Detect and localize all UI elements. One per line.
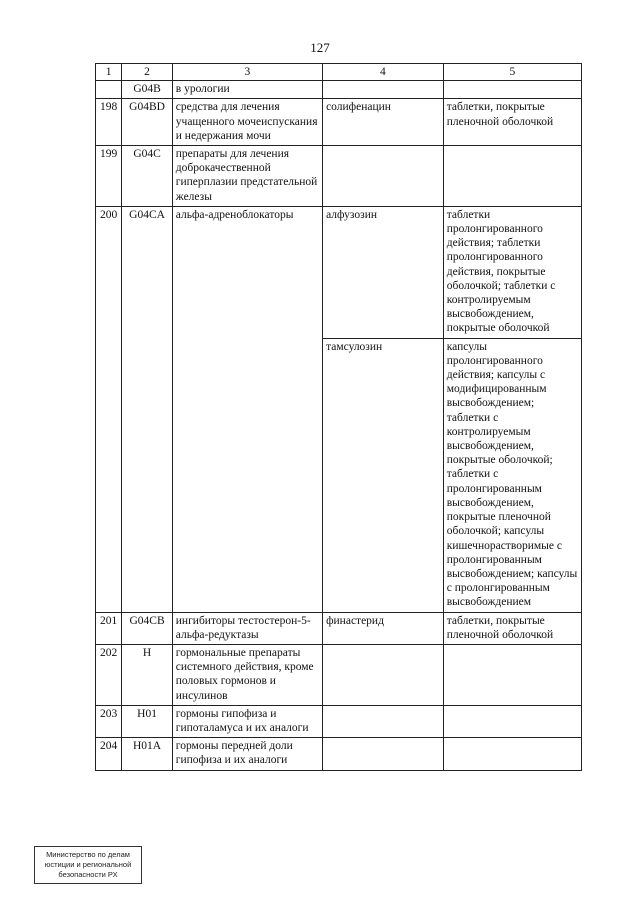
- column-number-2: 2: [122, 64, 172, 81]
- group-name: ингибиторы тестостерон-5-альфа-редуктазы: [172, 612, 322, 644]
- header-row: [96, 64, 582, 81]
- dosage-form: таблетки, покрытые пленочной оболочкой: [443, 612, 581, 644]
- group-name: препараты для лечения доброкачественной гиперплазии предстательной железы: [172, 146, 322, 207]
- substance-name: алфузозин: [323, 206, 444, 338]
- table-row: [96, 738, 582, 770]
- group-name: альфа-адреноблокаторы: [172, 206, 322, 338]
- row-number: [96, 81, 122, 99]
- group-name: гормоны гипофиза и гипоталамуса и их аналоги: [172, 705, 322, 737]
- atc-code: G04B: [122, 81, 172, 99]
- dosage-form: таблетки, покрытые пленочной оболочкой: [443, 99, 581, 146]
- page-number: 127: [310, 40, 330, 55]
- substance-name: солифенацин: [323, 99, 444, 146]
- atc-code: H01A: [122, 738, 172, 770]
- table-row: [96, 81, 582, 99]
- row-number: 201: [96, 612, 122, 644]
- medicine-list-table: [95, 63, 582, 771]
- row-number: [96, 338, 122, 612]
- table-row: [96, 99, 582, 146]
- substance-name: финастерид: [323, 612, 444, 644]
- column-number-3: 3: [172, 64, 322, 81]
- row-number: 200: [96, 206, 122, 338]
- dosage-form: [443, 738, 581, 770]
- dosage-form: [443, 644, 581, 705]
- substance-name: [323, 81, 444, 99]
- registration-stamp: [34, 846, 142, 884]
- atc-code: H01: [122, 705, 172, 737]
- table-row: [96, 612, 582, 644]
- dosage-form: [443, 146, 581, 207]
- substance-name: [323, 738, 444, 770]
- atc-code: G04BD: [122, 99, 172, 146]
- column-number-4: 4: [323, 64, 444, 81]
- row-number: 204: [96, 738, 122, 770]
- table-row: [96, 206, 582, 338]
- column-number-5: 5: [443, 64, 581, 81]
- table-row: [96, 705, 582, 737]
- substance-name: [323, 644, 444, 705]
- table-row: [96, 338, 582, 612]
- group-name: [172, 338, 322, 612]
- substance-name: [323, 705, 444, 737]
- atc-code: G04CB: [122, 612, 172, 644]
- substance-name: [323, 146, 444, 207]
- dosage-form: таблетки пролонгированного действия; таблетки пролонгированного действия, покрытые оболочкой; таблетки с контролируемым высвобождением, покрытые оболочкой: [443, 206, 581, 338]
- atc-code: H: [122, 644, 172, 705]
- row-number: 198: [96, 99, 122, 146]
- atc-code: G04CA: [122, 206, 172, 338]
- dosage-form: [443, 705, 581, 737]
- atc-code: G04C: [122, 146, 172, 207]
- row-number: 199: [96, 146, 122, 207]
- stamp-line: юстиции и региональной: [44, 860, 132, 869]
- dosage-form: капсулы пролонгированного действия; капсулы с модифицированным высвобождением; таблетки с контролируемым высвобождением, покрытые оболочкой; таблетки с пролонгированным высвобождением, покрытые пленочной оболочкой; капсулы кишечнорастворимые с пролонгированным высвобождением; капсулы с пролонгированным высвобождением: [443, 338, 581, 612]
- group-name: гормональные препараты системного действия, кроме половых гормонов и инсулинов: [172, 644, 322, 705]
- group-name: средства для лечения учащенного мочеиспускания и недержания мочи: [172, 99, 322, 146]
- substance-name: тамсулозин: [323, 338, 444, 612]
- row-number: 202: [96, 644, 122, 705]
- table-header: [96, 64, 582, 81]
- dosage-form: [443, 81, 581, 99]
- stamp-line: безопасности РХ: [58, 870, 118, 879]
- group-name: в урологии: [172, 81, 322, 99]
- table-row: [96, 644, 582, 705]
- column-number-1: 1: [96, 64, 122, 81]
- stamp-line: Министерство по делам: [46, 850, 130, 859]
- row-number: 203: [96, 705, 122, 737]
- atc-code: [122, 338, 172, 612]
- group-name: гормоны передней доли гипофиза и их аналоги: [172, 738, 322, 770]
- table-row: [96, 146, 582, 207]
